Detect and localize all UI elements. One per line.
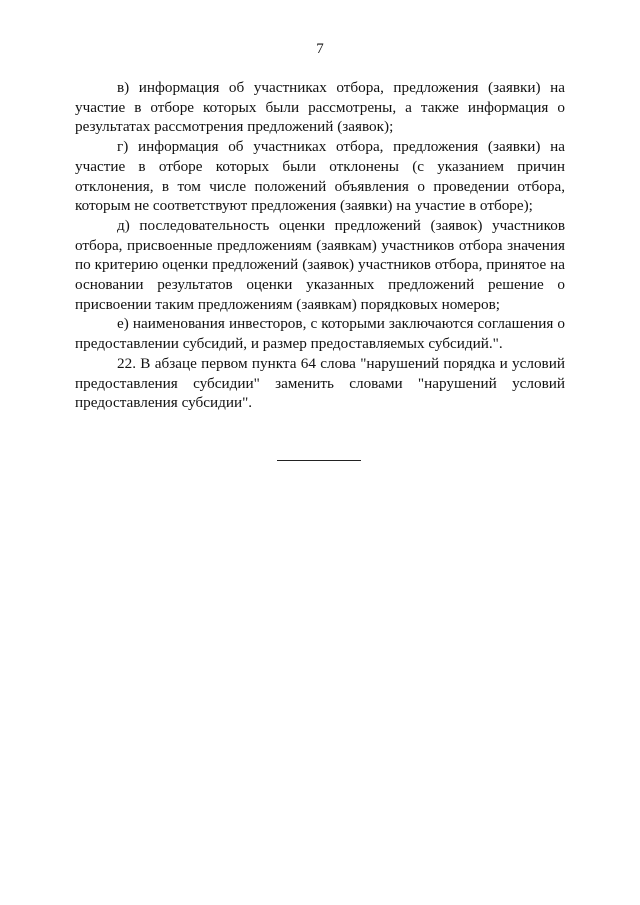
document-body [75, 78, 565, 413]
page-number: 7 [316, 41, 324, 57]
end-of-document-divider [277, 460, 361, 461]
paragraph-item-d: д) последовательность оценки предложений (заявок) участников отбора, присвоенные предложениям (заявкам) участников отбора значения по критерию оценки предложений (заявок) участников отбора, принятое на основании результатов оценки указанных предложений решение о присвоении таким предложениям (заявкам) порядковых номеров; [75, 216, 565, 313]
paragraph-item-e: е) наименования инвесторов, с которыми заключаются соглашения о предоставлении субсидий, и размер предоставляемых субсидий.". [75, 315, 565, 353]
paragraph-item-g: г) информация об участниках отбора, предложения (заявки) на участие в отборе которых были отклонены (с указанием причин отклонения, в том числе положений объявления о проведении отбора, которым не соответствуют предложения (заявки) на участие в отборе); [75, 138, 565, 215]
paragraph-amendment-22: 22. В абзаце первом пункта 64 слова "нарушений порядка и условий предоставления субсидии" заменить словами "нарушений условий предоставления субсидии". [75, 354, 565, 412]
paragraph-item-v: в) информация об участниках отбора, предложения (заявки) на участие в отборе которых были рассмотрены, а также информация о результатах рассмотрения предложений (заявок); [75, 79, 565, 136]
